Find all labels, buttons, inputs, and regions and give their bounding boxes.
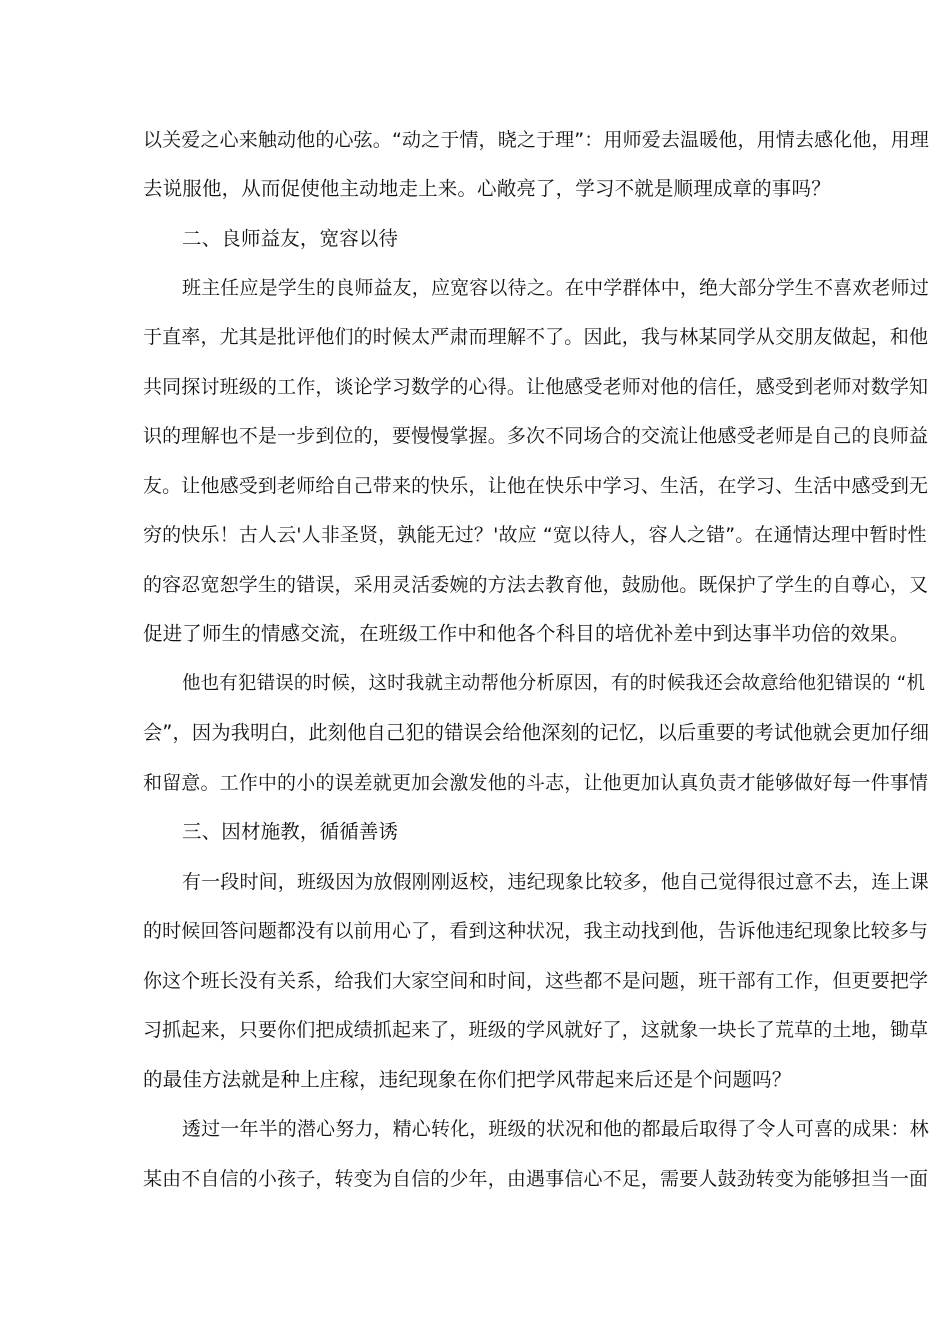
section-heading: 三、因材施教，循循善诱 — [182, 820, 399, 843]
paragraph-line: 穷的快乐！古人云'人非圣贤，孰能无过？'故应 “宽以待人，容人之错”。在通情达理中暂时性 — [143, 524, 927, 546]
paragraph-line: 的时候回答问题都没有以前用心了，看到这种状况，我主动找到他，告诉他违纪现象比较多与 — [143, 920, 929, 942]
paragraph-line: 你这个班长没有关系，给我们大家空间和时间，这些都不是问题，班干部有工作，但更要把学 — [143, 970, 929, 992]
paragraph-line: 某由不自信的小孩子，转变为自信的少年，由遇事信心不足，需要人鼓劲转变为能够担当一面 — [143, 1168, 929, 1190]
paragraph-line: 有一段时间，班级因为放假刚刚返校，违纪现象比较多，他自己觉得很过意不去，连上课 — [182, 871, 929, 893]
paragraph-line: 共同探讨班级的工作，谈论学习数学的心得。让他感受老师对他的信任，感受到老师对数学知 — [143, 376, 929, 398]
paragraph-line: 班主任应是学生的良师益友，应宽容以待之。在中学群体中，绝大部分学生不喜欢老师过 — [182, 277, 929, 299]
paragraph-line: 去说服他，从而促使他主动地走上来。心敞亮了，学习不就是顺理成章的事吗？ — [143, 177, 831, 200]
paragraph-line: 的容忍宽恕学生的错误，采用灵活委婉的方法去教育他，鼓励他。既保护了学生的自尊心，又 — [143, 574, 929, 596]
paragraph-line: 促进了师生的情感交流，在班级工作中和他各个科目的培优补差中到达事半功倍的效果。 — [143, 622, 910, 645]
paragraph-line: 习抓起来，只要你们把成绩抓起来了，班级的学风就好了，这就象一块长了荒草的土地，锄草 — [143, 1019, 929, 1041]
paragraph-line: 会”，因为我明白，此刻他自己犯的错误会给他深刻的记忆，以后重要的考试他就会更加仔细 — [143, 721, 930, 744]
paragraph-line: 于直率，尤其是批评他们的时候太严肃而理解不了。因此，我与林某同学从交朋友做起，和他 — [143, 326, 929, 348]
paragraph-line: 的最佳方法就是种上庄稼，违纪现象在你们把学风带起来后还是个问题吗？ — [143, 1068, 792, 1091]
paragraph-line: 和留意。工作中的小的误差就更加会激发他的斗志，让他更加认真负责才能够做好每一件事情 — [143, 772, 929, 794]
paragraph-line: 透过一年半的潜心努力，精心转化，班级的状况和他的都最后取得了令人可喜的成果：林 — [182, 1118, 929, 1140]
paragraph-line: 友。让他感受到老师给自己带来的快乐，让他在快乐中学习、生活，在学习、生活中感受到无 — [143, 475, 929, 497]
paragraph-line: 识的理解也不是一步到位的，要慢慢掌握。多次不同场合的交流让他感受老师是自己的良师益 — [143, 425, 929, 447]
paragraph-line: 以关爱之心来触动他的心弦。“动之于情，晓之于理”：用师爱去温暖他，用情去感化他，用理 — [143, 129, 929, 151]
paragraph-line: 他也有犯错误的时候，这时我就主动帮他分析原因，有的时候我还会故意给他犯错误的 “机 — [182, 673, 926, 694]
section-heading: 二、良师益友，宽容以待 — [182, 227, 399, 250]
